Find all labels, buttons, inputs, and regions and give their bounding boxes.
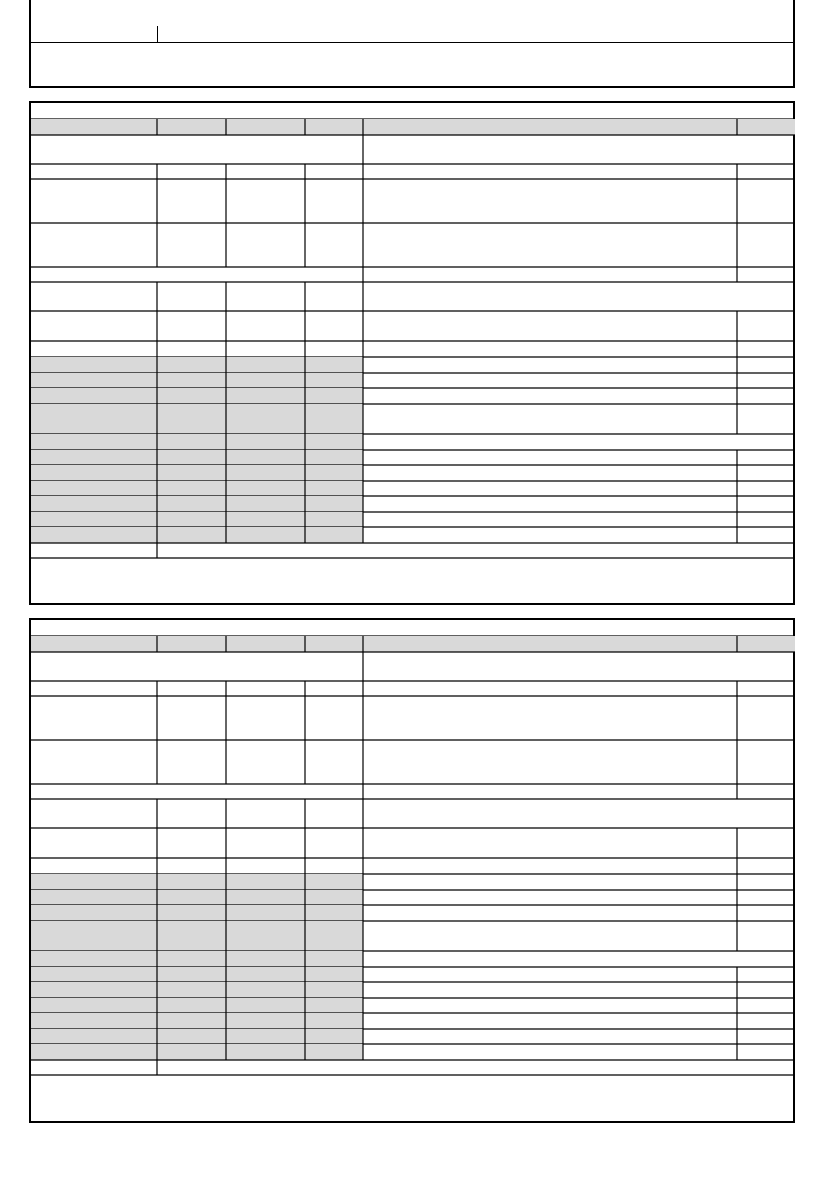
shaded-cell <box>31 481 363 496</box>
shaded-cell <box>31 450 363 465</box>
shaded-cell <box>31 921 363 951</box>
shaded-cell <box>31 1013 363 1029</box>
shaded-cell <box>31 512 363 527</box>
form-fragment-top <box>29 0 795 88</box>
column-divider <box>157 26 158 42</box>
shaded-cell <box>31 388 363 404</box>
shaded-cell <box>31 357 363 373</box>
shaded-cell <box>31 1044 363 1060</box>
form-table-1 <box>29 101 795 605</box>
shaded-cell <box>31 967 363 982</box>
shaded-cell <box>31 527 363 543</box>
shaded-cell <box>31 1029 363 1044</box>
shaded-cell <box>31 874 363 890</box>
shaded-cell <box>31 373 363 388</box>
shaded-cell <box>31 496 363 512</box>
shaded-cell <box>31 982 363 998</box>
form-grid-2 <box>31 620 797 1125</box>
form-table-2 <box>29 618 795 1123</box>
shaded-cell <box>31 404 363 434</box>
shaded-row <box>31 119 795 135</box>
shaded-cell <box>31 890 363 905</box>
shaded-cell <box>31 465 363 481</box>
shaded-cell <box>31 951 363 967</box>
shaded-cell <box>31 434 363 450</box>
shaded-cell <box>31 905 363 921</box>
row-divider <box>31 42 793 43</box>
form-grid-1 <box>31 103 797 607</box>
shaded-cell <box>31 998 363 1013</box>
shaded-row <box>31 636 795 652</box>
